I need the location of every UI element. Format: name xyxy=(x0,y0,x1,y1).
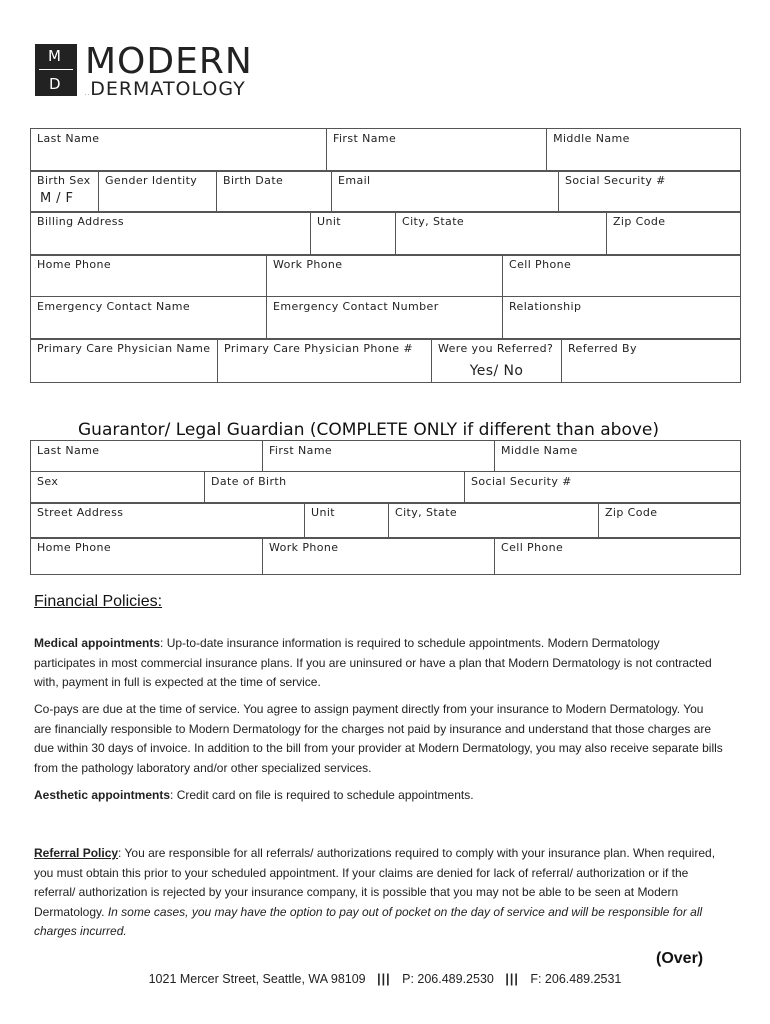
guarantor-first-name-label: First Name xyxy=(269,444,333,457)
guarantor-street-field[interactable] xyxy=(31,503,305,539)
logo-line-2 xyxy=(85,80,253,99)
guarantor-city-state-label: City, State xyxy=(395,506,458,519)
footer-address: 1021 Mercer Street, Seattle, WA 98109 xyxy=(148,972,366,986)
guarantor-form-row-4 xyxy=(30,537,741,575)
guarantor-section-title: Guarantor/ Legal Guardian (COMPLETE ONLY if different than above) xyxy=(78,420,660,440)
guarantor-form-row-3 xyxy=(30,502,741,539)
over-indicator: (Over) xyxy=(656,950,704,967)
guarantor-cell-phone-label: Cell Phone xyxy=(501,541,564,554)
guarantor-middle-name-label: Middle Name xyxy=(501,444,578,457)
patient-middle-name-label: Middle Name xyxy=(553,132,630,145)
aesthetic-appointments-text: : Credit card on file is required to schedule appointments. xyxy=(170,788,474,802)
emergency-contact-number-field[interactable] xyxy=(267,297,503,340)
guarantor-sex-field[interactable] xyxy=(31,472,205,504)
guarantor-home-phone-field[interactable] xyxy=(31,538,263,575)
logo-mark: .. xyxy=(85,91,91,97)
gender-identity-label: Gender Identity xyxy=(105,174,198,187)
page-footer xyxy=(0,972,770,986)
patient-info-form xyxy=(30,128,741,172)
guarantor-dob-field[interactable] xyxy=(205,472,465,504)
referral-policy-italic-text: In some cases, you may have the option to pay out of pocket on the day of service and will be responsible for all charges incurred. xyxy=(34,904,703,938)
pcp-phone-field[interactable] xyxy=(218,339,432,383)
referral-policy-paragraph xyxy=(34,844,724,942)
patient-info-row-4 xyxy=(30,254,741,340)
birth-sex-field[interactable] xyxy=(31,171,99,213)
city-state-label: City, State xyxy=(402,215,465,228)
medical-appointments-label: Medical appointments xyxy=(34,636,161,650)
guarantor-middle-name-field[interactable] xyxy=(495,441,741,472)
referred-question-label: Were you Referred? xyxy=(438,342,554,355)
guarantor-last-name-field[interactable] xyxy=(31,441,263,472)
cell-phone-label: Cell Phone xyxy=(509,258,572,271)
patient-first-name-field[interactable] xyxy=(327,129,547,172)
zip-code-label: Zip Code xyxy=(613,215,666,228)
logo-line-1: MODERN xyxy=(85,41,253,82)
home-phone-field[interactable] xyxy=(31,255,267,297)
guarantor-work-phone-field[interactable] xyxy=(263,538,495,575)
guarantor-form-row-2 xyxy=(30,471,741,504)
unit-label: Unit xyxy=(317,215,341,228)
footer-phone: P: 206.489.2530 xyxy=(402,972,494,986)
guarantor-work-phone-label: Work Phone xyxy=(269,541,339,554)
patient-info-row-6 xyxy=(30,338,741,383)
logo-letter-d: D xyxy=(49,75,61,93)
birth-date-label: Birth Date xyxy=(223,174,284,187)
referral-policy-text: : You are responsible for all referrals/ authorizations required to comply with your insurance plan. When required, you must obtain this prior to your scheduled appointment. If your claims are denied for lack of referral/ authorization or if the referral/ authorization is rejected by your insurance company, it is possible that you may not be able to be seen at Modern Dermatology. xyxy=(34,846,716,919)
home-phone-label: Home Phone xyxy=(37,258,112,271)
patient-last-name-field[interactable] xyxy=(31,129,327,172)
zip-code-field[interactable] xyxy=(607,212,741,256)
guarantor-first-name-field[interactable] xyxy=(263,441,495,472)
guarantor-zip-field[interactable] xyxy=(599,503,741,539)
billing-address-label: Billing Address xyxy=(37,215,125,228)
birth-date-field[interactable] xyxy=(217,171,332,213)
emergency-contact-number-label: Emergency Contact Number xyxy=(273,300,439,313)
work-phone-field[interactable] xyxy=(267,255,503,297)
footer-fax: F: 206.489.2531 xyxy=(530,972,622,986)
guarantor-dob-label: Date of Birth xyxy=(211,475,287,488)
emergency-contact-name-field[interactable] xyxy=(31,297,267,340)
guarantor-form-row-1 xyxy=(30,440,741,472)
birth-sex-options: M / F xyxy=(40,191,74,206)
logo-wordmark xyxy=(85,41,253,100)
patient-middle-name-field[interactable] xyxy=(547,129,741,172)
guarantor-home-phone-label: Home Phone xyxy=(37,541,112,554)
cell-phone-field[interactable] xyxy=(503,255,741,297)
guarantor-ssn-field[interactable] xyxy=(465,472,741,504)
company-logo xyxy=(35,41,253,100)
footer-separator-1: ||| xyxy=(377,972,391,986)
medical-appointments-text: : Up-to-date insurance information is required to schedule appointments. Modern Dermatology participates in most commercial insurance plans. If you are uninsured or have a plan that Modern Dermatology is not contracted with, payment in full is expected at the time of service. xyxy=(34,636,712,689)
pcp-name-label: Primary Care Physician Name xyxy=(37,342,211,355)
guarantor-ssn-label: Social Security # xyxy=(471,475,572,488)
patient-info-row-2 xyxy=(30,170,741,213)
medical-appointments-paragraph xyxy=(34,634,724,693)
aesthetic-appointments-label: Aesthetic appointments xyxy=(34,788,171,802)
patient-first-name-label: First Name xyxy=(333,132,397,145)
city-state-field[interactable] xyxy=(396,212,607,256)
guarantor-unit-label: Unit xyxy=(311,506,335,519)
referred-field[interactable] xyxy=(432,339,562,383)
referred-options: Yes/ No xyxy=(469,363,524,379)
patient-info-row-3 xyxy=(30,211,741,256)
pcp-name-field[interactable] xyxy=(31,339,218,383)
patient-last-name-label: Last Name xyxy=(37,132,100,145)
work-phone-label: Work Phone xyxy=(273,258,343,271)
ssn-field[interactable] xyxy=(559,171,741,213)
referral-policy-label: Referral Policy xyxy=(34,846,119,860)
referred-by-label: Referred By xyxy=(568,342,637,355)
email-label: Email xyxy=(338,174,371,187)
financial-policies-heading: Financial Policies: xyxy=(34,593,163,610)
logo-divider xyxy=(39,69,73,70)
gender-identity-field[interactable] xyxy=(99,171,217,213)
emergency-contact-name-label: Emergency Contact Name xyxy=(37,300,191,313)
aesthetic-appointments-paragraph xyxy=(34,786,724,806)
logo-line-2-text: DERMATOLOGY xyxy=(90,78,246,100)
logo-monogram xyxy=(35,44,77,96)
pcp-phone-label: Primary Care Physician Phone # xyxy=(224,342,413,355)
guarantor-last-name-label: Last Name xyxy=(37,444,100,457)
billing-address-field[interactable] xyxy=(31,212,311,256)
email-field[interactable] xyxy=(332,171,559,213)
unit-field[interactable] xyxy=(311,212,396,256)
referred-by-field[interactable] xyxy=(562,339,741,383)
guarantor-street-label: Street Address xyxy=(37,506,124,519)
logo-letter-m: M xyxy=(48,47,61,65)
copay-paragraph xyxy=(34,700,724,778)
relationship-field[interactable] xyxy=(503,297,741,340)
guarantor-sex-label: Sex xyxy=(37,475,59,488)
guarantor-unit-field[interactable] xyxy=(305,503,389,539)
guarantor-zip-label: Zip Code xyxy=(605,506,658,519)
ssn-label: Social Security # xyxy=(565,174,666,187)
copay-text: Co-pays are due at the time of service. You agree to assign payment directly from your insurance to Modern Dermatology. You are financially responsible to Modern Dermatology for the charges not paid by insurance and understand that those charges are due within 30 days of invoice. In addition to the bill from your provider at Modern Dermatology, you may also receive separate bills from the pathology laboratory and/or other specialized services. xyxy=(34,702,723,775)
relationship-label: Relationship xyxy=(509,300,582,313)
guarantor-cell-phone-field[interactable] xyxy=(495,538,741,575)
footer-separator-2: ||| xyxy=(505,972,519,986)
birth-sex-label: Birth Sex xyxy=(37,174,91,187)
guarantor-city-state-field[interactable] xyxy=(389,503,599,539)
